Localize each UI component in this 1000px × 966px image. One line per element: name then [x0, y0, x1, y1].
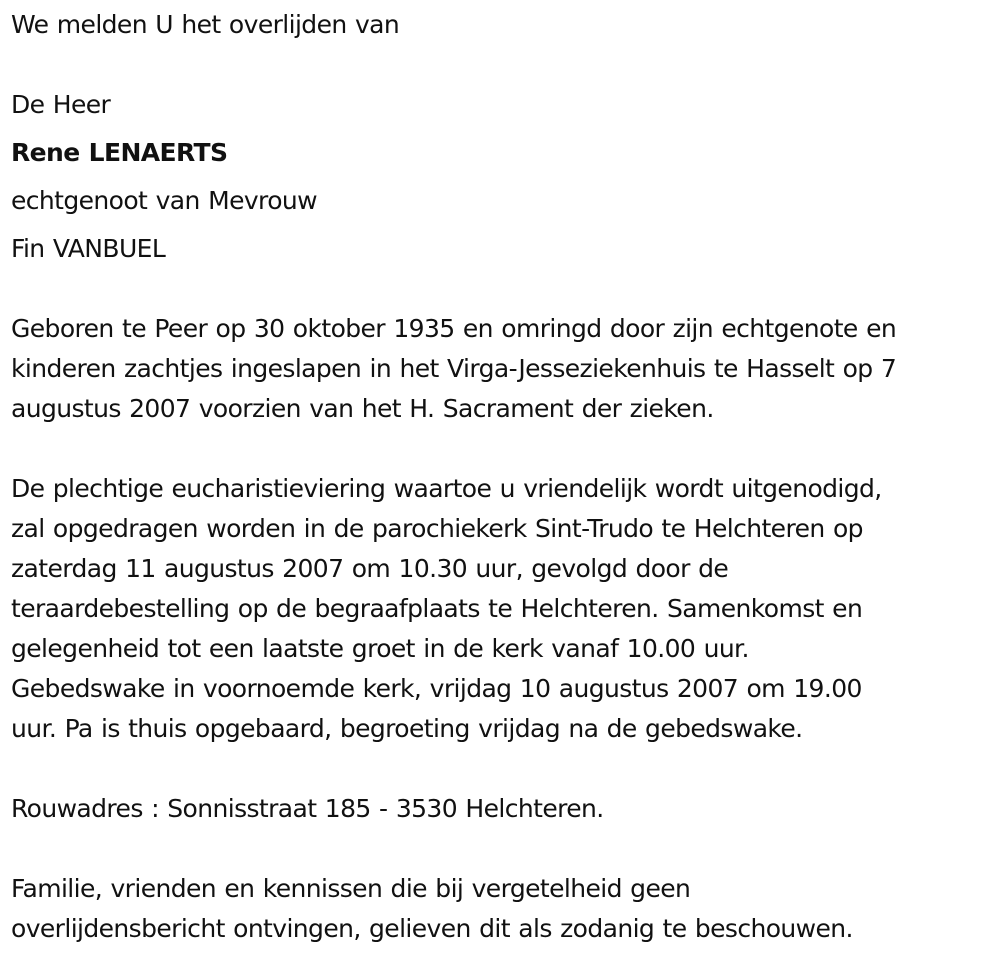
paragraph-line: zaterdag 11 augustus 2007 om 10.30 uur, gevolgd door de [11, 554, 729, 583]
paragraph-line: Gebedswake in voornoemde kerk, vrijdag 10 augustus 2007 om 19.00 [11, 674, 862, 703]
paragraph-line: gelegenheid tot een laatste groet in de kerk vanaf 10.00 uur. [11, 634, 749, 663]
paragraph-line: augustus 2007 voorzien van het H. Sacrament der zieken. [11, 394, 714, 423]
paragraph-line: teraardebestelling op de begraafplaats te Helchteren. Samenkomst en [11, 594, 863, 623]
relation-line: echtgenoot van Mevrouw [11, 186, 317, 215]
salutation: De Heer [11, 90, 111, 119]
paragraph-line: zal opgedragen worden in de parochiekerk Sint-Trudo te Helchteren op [11, 514, 863, 543]
paragraph-line: Geboren te Peer op 30 oktober 1935 en omringd door zijn echtgenote en [11, 314, 897, 343]
deceased-name: Rene LENAERTS [11, 138, 228, 167]
paragraph-line: De plechtige eucharistieviering waartoe u vriendelijk wordt uitgenodigd, [11, 474, 882, 503]
paragraph-line: uur. Pa is thuis opgebaard, begroeting vrijdag na de gebedswake. [11, 714, 803, 743]
spouse-name: Fin VANBUEL [11, 234, 166, 263]
paragraph-line: kinderen zachtjes ingeslapen in het Virga-Jesseziekenhuis te Hasselt op 7 [11, 354, 897, 383]
paragraph-line: overlijdensbericht ontvingen, gelieven dit als zodanig te beschouwen. [11, 914, 853, 943]
intro-line: We melden U het overlijden van [11, 10, 400, 39]
address-line: Rouwadres : Sonnisstraat 185 - 3530 Helchteren. [11, 794, 604, 823]
paragraph-line: Familie, vrienden en kennissen die bij vergetelheid geen [11, 874, 691, 903]
